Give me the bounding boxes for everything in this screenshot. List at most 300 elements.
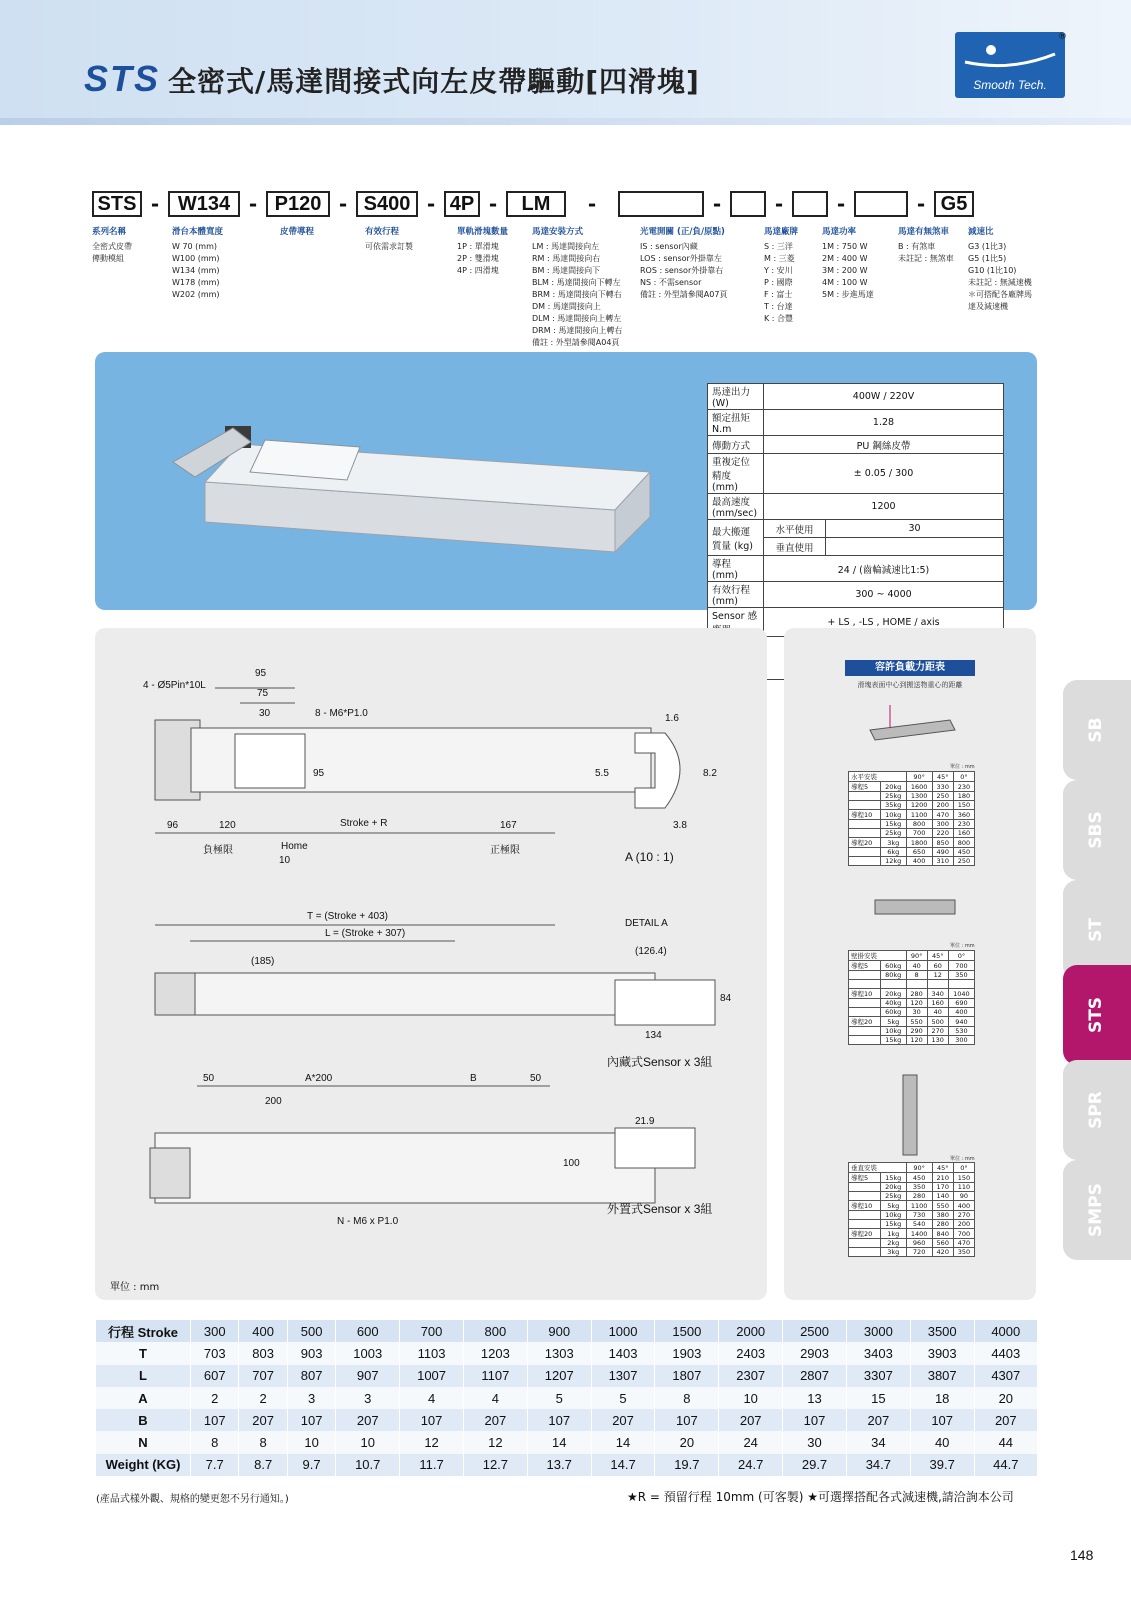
tab-sb[interactable]: SB: [1063, 680, 1131, 780]
table-cell: 40: [906, 961, 927, 971]
table-cell: 6kg: [880, 848, 906, 857]
table-cell: 60: [927, 961, 948, 971]
table-cell: 1100: [906, 810, 932, 820]
table-cell: 550: [906, 1017, 927, 1027]
table-cell: 230: [953, 782, 974, 792]
table-cell: 2kg: [880, 1239, 906, 1248]
table-cell: 1307: [591, 1365, 655, 1387]
table-cell: 12.7: [463, 1454, 527, 1476]
table-cell: 500: [927, 1017, 948, 1027]
table-cell: 4307: [974, 1365, 1037, 1387]
table-cell: 1400: [906, 1229, 932, 1239]
table-cell: 250: [932, 792, 953, 801]
table-cell: 8.7: [239, 1454, 287, 1476]
dim-label: 1.6: [665, 713, 679, 724]
table-cell: 210: [932, 1173, 953, 1183]
table-cell: 1200: [906, 801, 932, 810]
dim-label: Stroke + R: [340, 818, 388, 829]
table-cell: 40kg: [880, 999, 906, 1008]
table-row: [849, 801, 975, 810]
product-image: [95, 352, 655, 610]
table-cell: 207: [974, 1409, 1037, 1431]
internal-sensor-label: 內藏式Sensor x 3組: [607, 1055, 713, 1069]
table-row: [849, 1211, 975, 1220]
table-cell: 1007: [400, 1365, 464, 1387]
option-col: 有效行程 可依需求訂製: [365, 227, 413, 251]
table-cell: [849, 792, 881, 801]
option-col: 減速比 G3 (1比3) G5 (1比5) G10 (1比10) 未註記 : 無減速機 ＊可搭配各廠牌馬 達及減速機: [968, 227, 1032, 311]
table-cell: 10: [287, 1431, 335, 1453]
table-cell: 700: [948, 961, 974, 971]
table-row: [849, 782, 975, 792]
table-row: [849, 1183, 975, 1192]
vertical-mount-icon: [895, 1070, 935, 1160]
table-cell: 3307: [846, 1365, 910, 1387]
table-cell: 0°: [953, 772, 974, 782]
dim-label: 167: [500, 820, 517, 831]
table-cell: 470: [953, 1239, 974, 1248]
dim-label: 30: [259, 708, 271, 719]
table-cell: 420: [932, 1248, 953, 1257]
table-cell: [849, 1027, 881, 1036]
tab-spr[interactable]: SPR: [1063, 1060, 1131, 1160]
table-cell: 700: [400, 1320, 464, 1342]
table-cell: 13: [783, 1387, 847, 1409]
table-cell: Weight (KG): [96, 1454, 191, 1476]
table-cell: 3: [287, 1387, 335, 1409]
table-cell: 導程5: [849, 961, 881, 971]
table-cell: 導程10: [849, 989, 881, 999]
dim-label: (126.4): [635, 946, 667, 957]
brand-logo: [955, 32, 1065, 98]
option-col: 馬達安裝方式 LM : 馬達間接向左 RM : 馬達間接向右 BM : 馬達間接向下 BLM : 馬達間接向下轉左 BRM : 馬達間接向下轉右 DM : 馬達間接向上 DLM : 馬達間接向上轉左 DRM : 馬達間接向上轉右 備註 : 外型請參閱A04頁: [532, 227, 623, 347]
table-row: [849, 792, 975, 801]
table-cell: 14: [527, 1431, 591, 1453]
detail-title: DETAIL A: [625, 918, 668, 929]
table-cell: 5: [591, 1387, 655, 1409]
table-cell: 550: [932, 1201, 953, 1211]
table-cell: [849, 1183, 881, 1192]
option-col: 光電開關 (正/負/原點) IS : sensor內藏 LOS : sensor外掛靠左 ROS : sensor外掛靠右 NS : 不需sensor 備註 : 外型請參閱A07頁: [640, 227, 728, 299]
table-cell: 400: [953, 1201, 974, 1211]
table-cell: 300: [191, 1320, 239, 1342]
table-header-row: [849, 951, 975, 961]
table-cell: 15: [846, 1387, 910, 1409]
dim-label: T = (Stroke + 403): [307, 911, 388, 922]
table-cell: 300: [932, 820, 953, 829]
dim-label: 8.2: [703, 768, 717, 779]
code-brake: [854, 191, 908, 217]
code-mount: LM: [506, 191, 566, 217]
table-cell: 1207: [527, 1365, 591, 1387]
table-cell: 45°: [927, 951, 948, 961]
option-col: 單軌滑塊數量 1P : 單滑塊 2P : 雙滑塊 4P : 四滑塊: [457, 227, 509, 275]
table-cell: 900: [527, 1320, 591, 1342]
dim-label: 100: [563, 1158, 580, 1169]
option-col: 馬達功率 1M : 750 W 2M : 400 W 3M : 200 W 4M : 100 W 5M : 步進馬達: [822, 227, 874, 299]
table-cell: 400: [906, 857, 932, 866]
table-cell: 150: [953, 1173, 974, 1183]
dim-label: 3.8: [673, 820, 687, 831]
table-cell: 907: [336, 1365, 400, 1387]
table-cell: 120: [906, 999, 927, 1008]
table-cell: 4: [400, 1387, 464, 1409]
code-motor-brand: [730, 191, 766, 217]
table-cell: [849, 801, 881, 810]
table-cell: 5kg: [880, 1201, 906, 1211]
table-cell: [849, 971, 881, 980]
table-cell: 330: [932, 782, 953, 792]
table-cell: 107: [655, 1409, 719, 1431]
spec-row: 垂直使用: [708, 538, 1004, 556]
registered-mark: ®: [1058, 32, 1067, 42]
table-cell: 90°: [906, 951, 927, 961]
tab-sbs[interactable]: SBS: [1063, 780, 1131, 880]
table-cell: 800: [906, 820, 932, 829]
table-header-row: [849, 772, 975, 782]
table-cell: 60kg: [880, 1008, 906, 1017]
table-cell: 1807: [655, 1365, 719, 1387]
table-cell: 220: [932, 829, 953, 838]
table-cell: 707: [239, 1365, 287, 1387]
table-cell: 導程20: [849, 1017, 881, 1027]
option-col: 系列名稱 全密式皮帶 傳動模組: [92, 227, 132, 263]
table-cell: 380: [932, 1211, 953, 1220]
table-cell: 2: [239, 1387, 287, 1409]
wall-mount-icon: [860, 895, 960, 935]
dim-label: B: [470, 1073, 477, 1084]
table-row: [849, 989, 975, 999]
dim-label: 4 - Ø5Pin*10L: [143, 680, 206, 691]
table-cell: 560: [932, 1239, 953, 1248]
table-cell: 44.7: [974, 1454, 1037, 1476]
page-title: [84, 58, 700, 100]
table-cell: [948, 980, 974, 989]
table-row: [849, 1239, 975, 1248]
table-cell: 30: [783, 1431, 847, 1453]
table-cell: 3kg: [880, 1248, 906, 1257]
table-cell: [927, 980, 948, 989]
load-chart-subtitle: 滑塊表面中心到搬送物重心的距離: [857, 681, 963, 689]
table-cell: [849, 857, 881, 866]
table-cell: [849, 1248, 881, 1257]
table-cell: 840: [932, 1229, 953, 1239]
table-cell: 0°: [948, 951, 974, 961]
table-header-row: [849, 1163, 975, 1173]
table-cell: 3500: [910, 1320, 974, 1342]
table-cell: 3403: [846, 1342, 910, 1364]
table-cell: [880, 980, 906, 989]
table-row: [849, 1036, 975, 1045]
table-cell: 207: [846, 1409, 910, 1431]
table-cell: 200: [953, 1220, 974, 1229]
code-stroke: S400: [356, 191, 418, 217]
table-cell: 9.7: [287, 1454, 335, 1476]
table-row: [849, 810, 975, 820]
table-cell: 5kg: [880, 1017, 906, 1027]
table-cell: 7.7: [191, 1454, 239, 1476]
dim-label: (185): [251, 956, 275, 967]
table-cell: 24: [719, 1431, 783, 1453]
table-cell: [849, 1220, 881, 1229]
table-cell: 270: [953, 1211, 974, 1220]
load-unit: 單位 : mm: [950, 943, 975, 949]
table-cell: 10kg: [880, 1027, 906, 1036]
table-cell: 730: [906, 1211, 932, 1220]
table-cell: 607: [191, 1365, 239, 1387]
table-row: [96, 1454, 1038, 1476]
table-cell: 130: [927, 1036, 948, 1045]
table-cell: 60kg: [880, 961, 906, 971]
table-cell: 90°: [906, 772, 932, 782]
load-table-vertical: [848, 1162, 975, 1257]
option-columns: [92, 226, 1032, 346]
table-cell: 10: [336, 1431, 400, 1453]
table-cell: 5: [527, 1387, 591, 1409]
table-cell: 34.7: [846, 1454, 910, 1476]
table-row: [849, 838, 975, 848]
table-cell: 20: [655, 1431, 719, 1453]
table-cell: 500: [287, 1320, 335, 1342]
table-cell: 1100: [906, 1201, 932, 1211]
table-cell: 2307: [719, 1365, 783, 1387]
table-cell: 90: [953, 1192, 974, 1201]
table-cell: [849, 848, 881, 857]
dim-label: L = (Stroke + 307): [325, 928, 406, 939]
table-cell: 107: [191, 1409, 239, 1431]
table-cell: 3kg: [880, 838, 906, 848]
table-cell: 20kg: [880, 989, 906, 999]
dim-label: 84: [720, 993, 732, 1004]
dim-label: 正極限: [490, 845, 520, 856]
table-cell: 2500: [783, 1320, 847, 1342]
spec-row: 傳動方式 PU 鋼絲皮帶: [708, 436, 1004, 454]
dim-label: 8 - M6*P1.0: [315, 708, 368, 719]
table-cell: 4000: [974, 1320, 1037, 1342]
table-cell: 1040: [948, 989, 974, 999]
table-cell: 3903: [910, 1342, 974, 1364]
table-cell: 700: [953, 1229, 974, 1239]
table-cell: 15kg: [880, 820, 906, 829]
dim-label: 134: [645, 1030, 662, 1041]
dim-label: 96: [167, 820, 179, 831]
table-cell: 600: [336, 1320, 400, 1342]
dim-label: 負極限: [203, 845, 233, 856]
table-cell: N: [96, 1431, 191, 1453]
unit-label: 單位 : mm: [110, 1282, 160, 1293]
dim-label: N - M6 x P1.0: [337, 1216, 399, 1227]
table-cell: [849, 1008, 881, 1017]
table-cell: 15kg: [880, 1220, 906, 1229]
table-row: [849, 961, 975, 971]
table-cell: 2903: [783, 1342, 847, 1364]
table-cell: 導程20: [849, 838, 881, 848]
table-cell: 8: [655, 1387, 719, 1409]
table-cell: 280: [932, 1220, 953, 1229]
table-cell: 350: [906, 1183, 932, 1192]
table-cell: B: [96, 1409, 191, 1431]
table-cell: 450: [953, 848, 974, 857]
order-code-row: STS - W134 - P120 - S400 - 4P - LM - - - - - G5: [92, 190, 974, 218]
option-col: 滑台本體寬度 W 70 (mm) W100 (mm) W134 (mm) W178 (mm) W202 (mm): [172, 227, 224, 299]
tab-smps[interactable]: SMPS: [1063, 1160, 1131, 1260]
table-cell: 3000: [846, 1320, 910, 1342]
table-cell: 14: [591, 1431, 655, 1453]
table-cell: 350: [948, 971, 974, 980]
table-cell: 12kg: [880, 857, 906, 866]
table-cell: 13.7: [527, 1454, 591, 1476]
table-row: [849, 1017, 975, 1027]
table-cell: 140: [932, 1192, 953, 1201]
table-cell: 導程5: [849, 1173, 881, 1183]
table-cell: 120: [906, 1036, 927, 1045]
table-cell: 250: [953, 857, 974, 866]
table-cell: 導程5: [849, 782, 881, 792]
table-cell: 35kg: [880, 801, 906, 810]
table-cell: 2807: [783, 1365, 847, 1387]
table-cell: [849, 829, 881, 838]
table-cell: 180: [953, 792, 974, 801]
table-row: [849, 829, 975, 838]
table-cell: [849, 1192, 881, 1201]
dim-label: 50: [203, 1073, 215, 1084]
table-cell: 1300: [906, 792, 932, 801]
spec-row: 重複定位精度 (mm) ± 0.05 / 300: [708, 454, 1004, 494]
table-cell: 400: [948, 1008, 974, 1017]
table-cell: 20kg: [880, 782, 906, 792]
table-cell: 107: [910, 1409, 974, 1431]
table-cell: L: [96, 1365, 191, 1387]
table-cell: 800: [953, 838, 974, 848]
load-unit: 單位 : mm: [950, 1156, 975, 1162]
table-cell: 270: [927, 1027, 948, 1036]
table-cell: A: [96, 1387, 191, 1409]
table-cell: 1303: [527, 1342, 591, 1364]
table-cell: 導程20: [849, 1229, 881, 1239]
table-cell: 200: [932, 801, 953, 810]
table-cell: [849, 999, 881, 1008]
table-cell: 45°: [932, 772, 953, 782]
tab-st[interactable]: ST: [1063, 880, 1131, 980]
dim-label: 95: [313, 768, 325, 779]
external-sensor-label: 外置式Sensor x 3組: [607, 1202, 713, 1216]
table-cell: [906, 980, 927, 989]
dim-label: 75: [257, 688, 269, 699]
table-cell: 1600: [906, 782, 932, 792]
table-cell: 3: [336, 1387, 400, 1409]
title-text: 全密式/馬達間接式向左皮帶驅動[四滑塊]: [168, 65, 700, 98]
table-cell: 700: [906, 829, 932, 838]
table-row: [849, 999, 975, 1008]
series-code: STS: [84, 58, 161, 99]
tab-sts[interactable]: STS: [1063, 965, 1131, 1065]
table-cell: 280: [906, 1192, 932, 1201]
table-cell: 30: [906, 1008, 927, 1017]
table-cell: 310: [932, 857, 953, 866]
option-col: 馬達廠牌 S : 三洋 M : 三菱 Y : 安川 P : 國際 F : 富士 T : 台達 K : 合豐: [764, 227, 799, 323]
table-cell: 10kg: [880, 1211, 906, 1220]
table-cell: 690: [948, 999, 974, 1008]
table-cell: 1203: [463, 1342, 527, 1364]
load-table-wall: [848, 950, 975, 1045]
table-row: [96, 1431, 1038, 1453]
dim-label: 5.5: [595, 768, 609, 779]
table-cell: 垂直安裝: [849, 1163, 907, 1173]
table-cell: 40: [910, 1431, 974, 1453]
table-cell: T: [96, 1342, 191, 1364]
table-cell: 25kg: [880, 829, 906, 838]
table-cell: 1103: [400, 1342, 464, 1364]
table-cell: 300: [948, 1036, 974, 1045]
dim-label: 200: [265, 1096, 282, 1107]
table-cell: 207: [336, 1409, 400, 1431]
dim-label: 50: [530, 1073, 542, 1084]
spec-row: 導程 (mm) 24 / (齒輪減速比1:5): [708, 556, 1004, 582]
table-row: [849, 820, 975, 829]
table-cell: 107: [527, 1409, 591, 1431]
table-cell: [849, 820, 881, 829]
table-cell: 350: [953, 1248, 974, 1257]
table-cell: 290: [906, 1027, 927, 1036]
table-cell: 0°: [953, 1163, 974, 1173]
table-row: [849, 1008, 975, 1017]
table-cell: 1500: [655, 1320, 719, 1342]
table-cell: 34: [846, 1431, 910, 1453]
table-cell: 490: [932, 848, 953, 857]
table-cell: 230: [953, 820, 974, 829]
table-cell: 4: [463, 1387, 527, 1409]
table-cell: 207: [239, 1409, 287, 1431]
table-cell: 800: [463, 1320, 527, 1342]
table-cell: 1kg: [880, 1229, 906, 1239]
table-row: [96, 1320, 1038, 1342]
table-cell: 850: [932, 838, 953, 848]
table-cell: 110: [953, 1183, 974, 1192]
table-row: [96, 1409, 1038, 1431]
table-cell: 4403: [974, 1342, 1037, 1364]
option-col: 馬達有無煞車 B : 有煞車 未註記 : 無煞車: [898, 227, 954, 263]
table-cell: 1107: [463, 1365, 527, 1387]
table-cell: 160: [953, 829, 974, 838]
table-cell: 20: [974, 1387, 1037, 1409]
spec-row: 最高速度 (mm/sec) 1200: [708, 494, 1004, 520]
table-cell: 470: [932, 810, 953, 820]
table-cell: 40: [927, 1008, 948, 1017]
table-cell: 水平安裝: [849, 772, 907, 782]
table-cell: 導程10: [849, 810, 881, 820]
table-cell: 400: [239, 1320, 287, 1342]
table-cell: 703: [191, 1342, 239, 1364]
table-cell: 903: [287, 1342, 335, 1364]
table-cell: 壁掛安裝: [849, 951, 907, 961]
table-cell: 15kg: [880, 1173, 906, 1183]
table-cell: [849, 1036, 881, 1045]
table-cell: 530: [948, 1027, 974, 1036]
table-cell: 45°: [932, 1163, 953, 1173]
table-cell: 940: [948, 1017, 974, 1027]
table-row: [849, 971, 975, 980]
dim-label: 120: [219, 820, 236, 831]
table-row: [849, 1173, 975, 1183]
table-cell: 207: [591, 1409, 655, 1431]
table-cell: 12: [400, 1431, 464, 1453]
dim-label: 21.9: [635, 1116, 655, 1127]
table-cell: 1800: [906, 838, 932, 848]
dim-label: Home: [281, 841, 308, 852]
table-cell: 1003: [336, 1342, 400, 1364]
code-blocks: 4P: [444, 191, 480, 217]
table-cell: 39.7: [910, 1454, 974, 1476]
